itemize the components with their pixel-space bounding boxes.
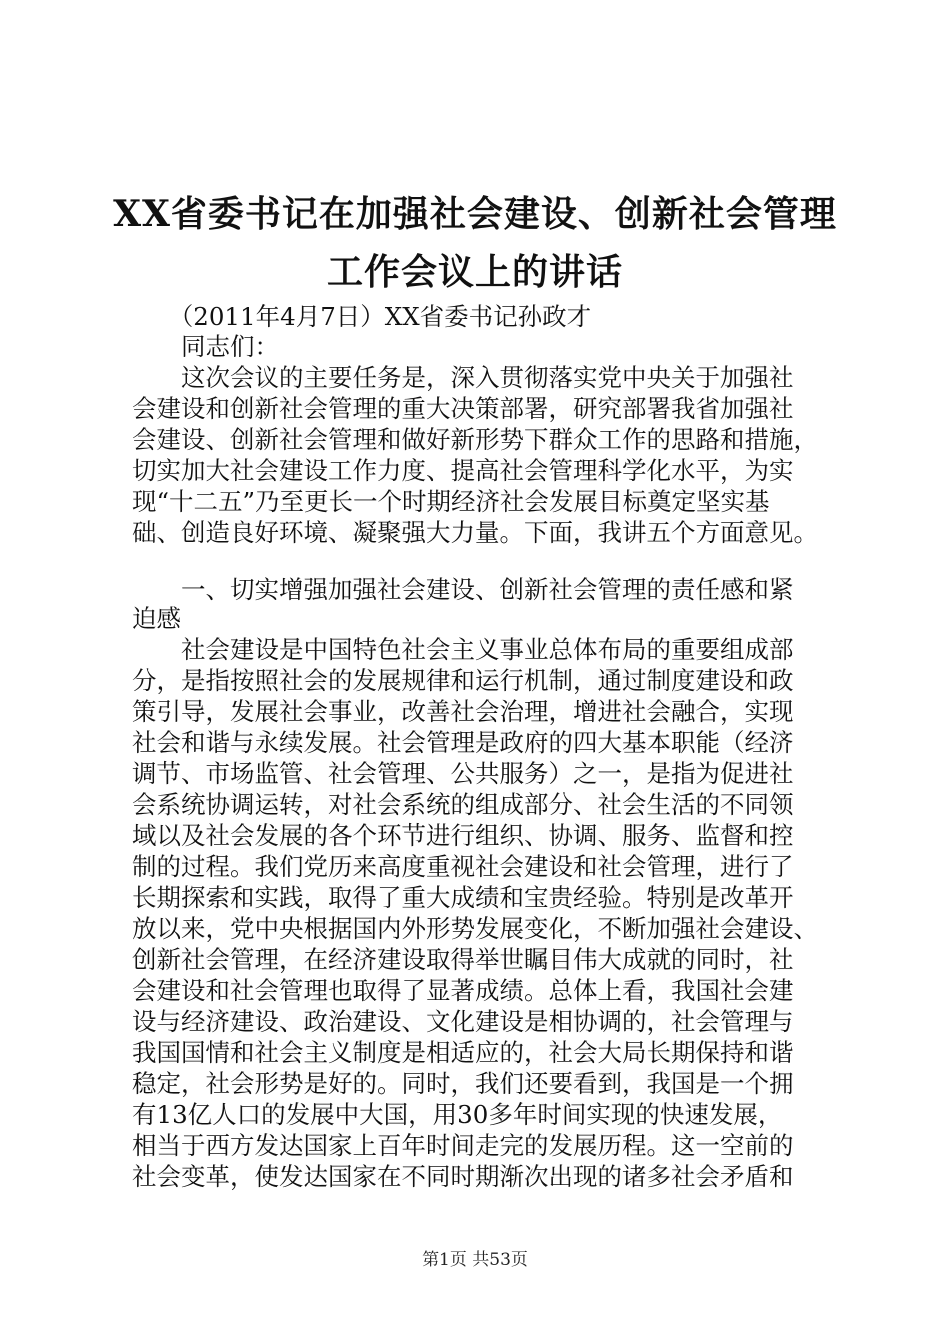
salutation: 同志们： — [132, 332, 279, 361]
body-line: 有13亿人口的发展中大国，用30多年时间实现的快速发展， — [132, 1100, 783, 1129]
page-number-footer: 第1页 共53页 — [422, 1250, 528, 1270]
body-line: 现“十二五”乃至更长一个时期经济社会发展目标奠定坚实基 — [132, 487, 770, 516]
document-title-line-1: XX省委书记在加强社会建设、创新社会管理 — [113, 193, 837, 235]
body-line: 制的过程。我们党历来高度重视社会建设和社会管理，进行了 — [132, 852, 794, 881]
body-line: 分，是指按照社会的发展规律和运行机制，通过制度建设和政 — [132, 666, 794, 695]
body-line: 设与经济建设、政治建设、文化建设是相协调的，社会管理与 — [132, 1007, 794, 1036]
body-line: 放以来，党中央根据国内外形势发展变化，不断加强社会建设、 — [132, 914, 818, 943]
body-line: 社会和谐与永续发展。社会管理是政府的四大基本职能（经济 — [132, 728, 794, 757]
body-line: 社会变革，使发达国家在不同时期渐次出现的诸多社会矛盾和 — [132, 1162, 794, 1191]
subtitle-date-author: （2011年4月7日）XX省委书记孙政才 — [132, 302, 592, 331]
body-line: 础、创造良好环境、凝聚强大力量。下面，我讲五个方面意见。 — [132, 518, 818, 547]
body-line: 这次会议的主要任务是，深入贯彻落实党中央关于加强社 — [132, 363, 794, 392]
body-line: 切实加大社会建设工作力度、提高社会管理科学化水平，为实 — [132, 456, 794, 485]
body-line: 相当于西方发达国家上百年时间走完的发展历程。这一空前的 — [132, 1131, 794, 1160]
body-line: 会建设、创新社会管理和做好新形势下群众工作的思路和措施， — [132, 425, 818, 454]
body-line: 创新社会管理，在经济建设取得举世瞩目伟大成就的同时，社 — [132, 945, 794, 974]
body-line: 策引导，发展社会事业，改善社会治理，增进社会融合，实现 — [132, 697, 794, 726]
body-line: 稳定，社会形势是好的。同时，我们还要看到，我国是一个拥 — [132, 1069, 794, 1098]
document-title-line-2: 工作会议上的讲话 — [326, 251, 623, 293]
body-line: 会系统协调运转，对社会系统的组成部分、社会生活的不同领 — [132, 790, 794, 819]
body-line: 会建设和创新社会管理的重大决策部署，研究部署我省加强社 — [132, 394, 794, 423]
body-line: 调节、市场监管、社会管理、公共服务）之一，是指为促进社 — [132, 759, 794, 788]
body-line: 我国国情和社会主义制度是相适应的，社会大局长期保持和谐 — [132, 1038, 794, 1067]
section-heading: 迫感 — [132, 604, 181, 633]
body-line: 域以及社会发展的各个环节进行组织、协调、服务、监督和控 — [132, 821, 794, 850]
body-line: 长期探索和实践，取得了重大成绩和宝贵经验。特别是改革开 — [132, 883, 794, 912]
body-line: 社会建设是中国特色社会主义事业总体布局的重要组成部 — [132, 635, 794, 664]
section-heading: 一、切实增强加强社会建设、创新社会管理的责任感和紧 — [132, 575, 794, 604]
body-line: 会建设和社会管理也取得了显著成绩。总体上看，我国社会建 — [132, 976, 794, 1005]
